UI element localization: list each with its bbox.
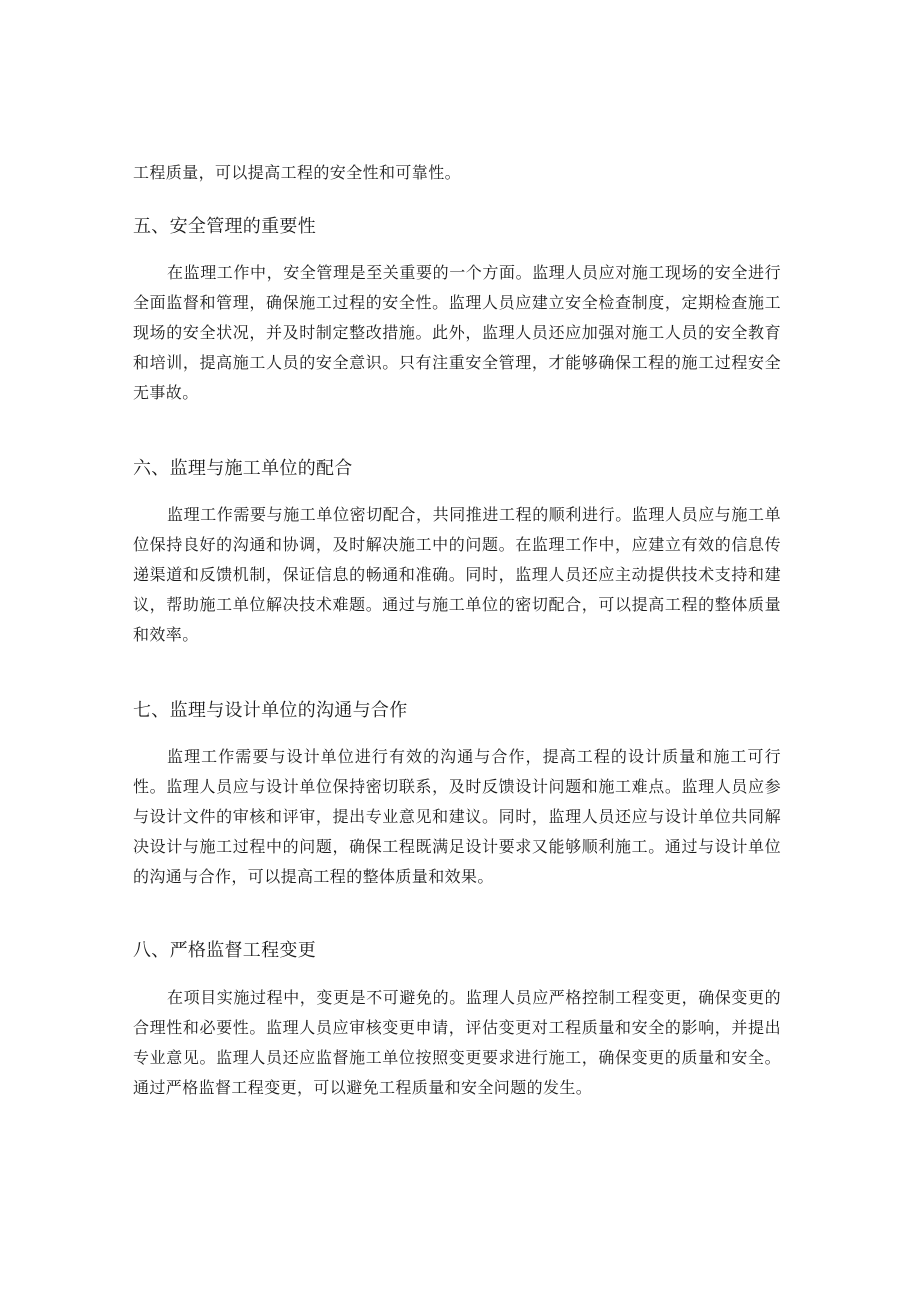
section-heading-6: 六、监理与施工单位的配合 — [133, 458, 353, 479]
continuation-paragraph: 工程质量，可以提高工程的安全性和可靠性。 — [133, 163, 462, 182]
section-heading-8: 八、严格监督工程变更 — [133, 940, 316, 961]
section-body-5: 在监理工作中，安全管理是至关重要的一个方面。监理人员应对施工现场的安全进行全面监督和管理，确保施工过程的安全性。监理人员应建立安全检查制度，定期检查施工现场的安全状况，并及时制定整改措施。此外，监理人员还应加强对施工人员的安全教育和培训，提高施工人员的安全意识。只有注重安全管理，才能够确保工程的施工过程安全无事故。 — [133, 263, 781, 402]
section-body-6: 监理工作需要与施工单位密切配合，共同推进工程的顺利进行。监理人员应与施工单位保持良好的沟通和协调，及时解决施工中的问题。在监理工作中，应建立有效的信息传递渠道和反馈机制，保证信息的畅通和准确。同时，监理人员还应主动提供技术支持和建议，帮助施工单位解决技术难题。通过与施工单位的密切配合，可以提高工程的整体质量和效率。 — [133, 505, 781, 644]
section-heading-7: 七、监理与设计单位的沟通与合作 — [133, 700, 408, 721]
section-heading-5: 五、安全管理的重要性 — [133, 216, 316, 237]
section-body-7: 监理工作需要与设计单位进行有效的沟通与合作，提高工程的设计质量和施工可行性。监理人员应与设计单位保持密切联系，及时反馈设计问题和施工难点。监理人员应参与设计文件的审核和评审，提出专业意见和建议。同时，监理人员还应与设计单位共同解决设计与施工过程中的问题，确保工程既满足设计要求又能够顺利施工。通过与设计单位的沟通与合作，可以提高工程的整体质量和效果。 — [133, 747, 781, 886]
section-body-8: 在项目实施过程中，变更是不可避免的。监理人员应严格控制工程变更，确保变更的合理性和必要性。监理人员应审核变更申请，评估变更对工程质量和安全的影响，并提出专业意见。监理人员还应监督施工单位按照变更要求进行施工，确保变更的质量和安全。通过严格监督工程变更，可以避免工程质量和安全问题的发生。 — [133, 988, 781, 1097]
